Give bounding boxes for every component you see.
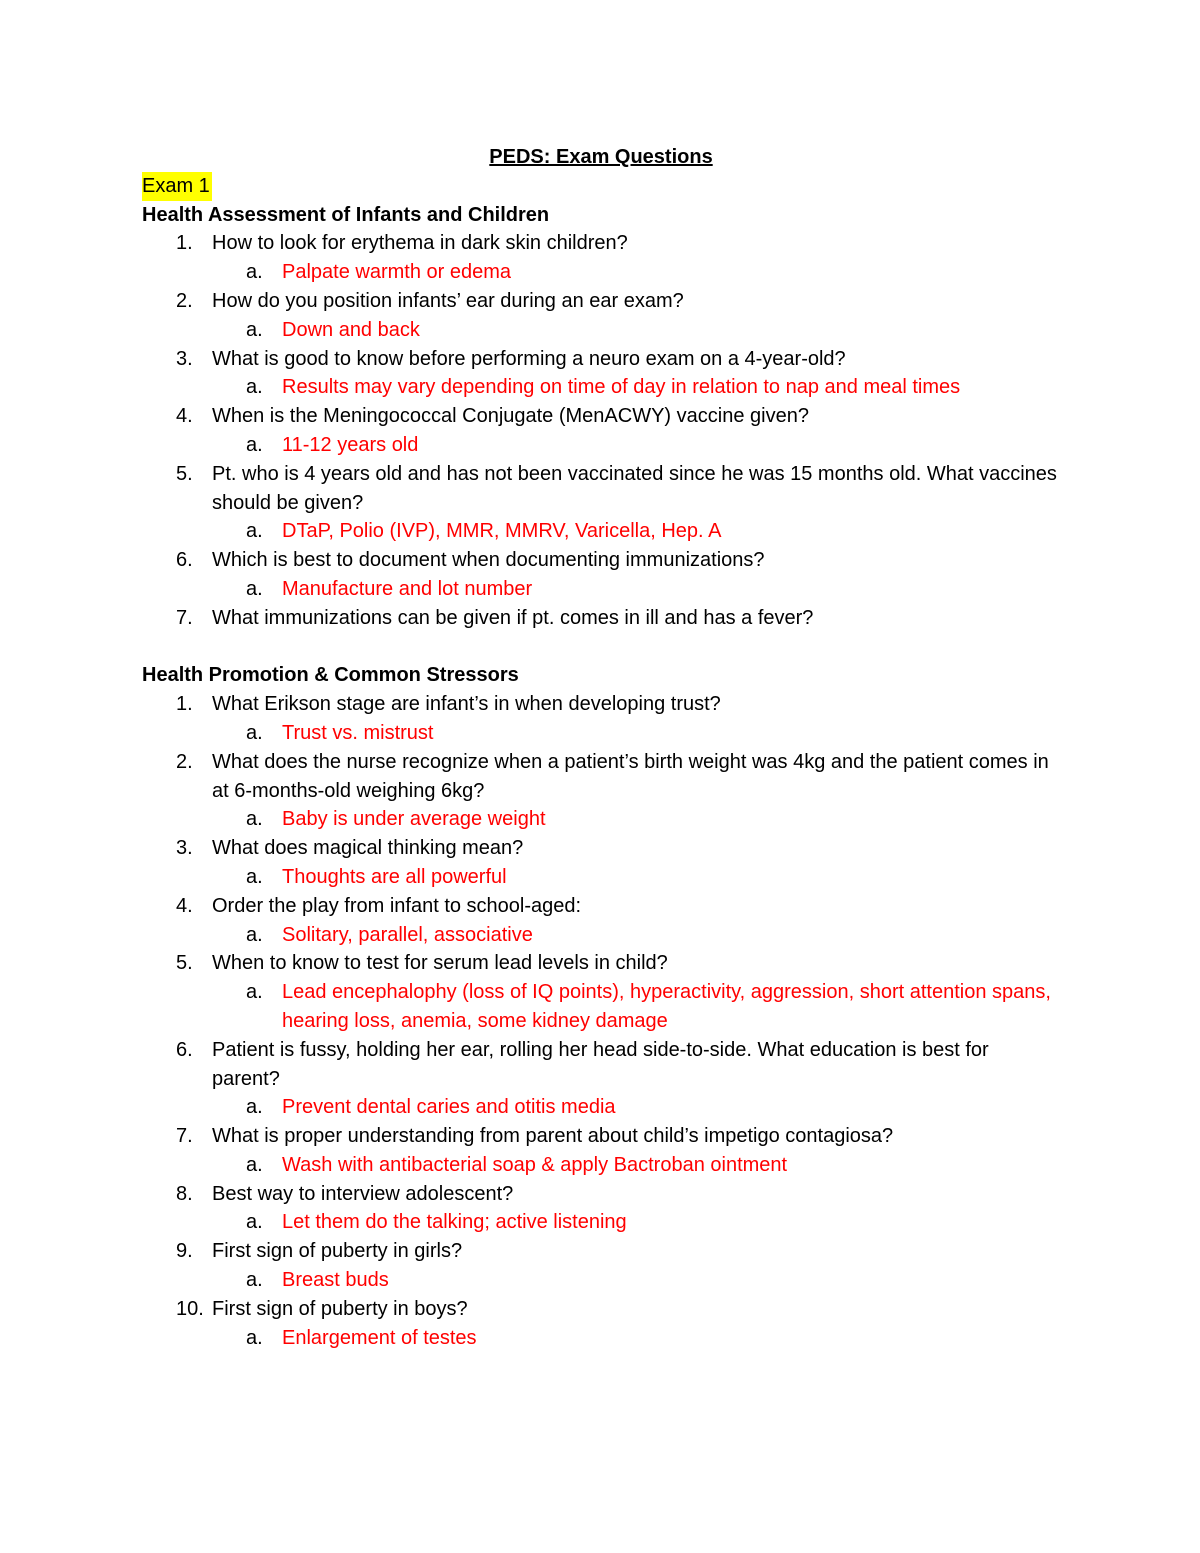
- answer-marker: a.: [246, 721, 263, 744]
- answer-text: DTaP, Polio (IVP), MMR, MMRV, Varicella, Hep. A: [282, 520, 722, 543]
- answer-item: [142, 1093, 1060, 1122]
- answer-text: Wash with antibacterial soap & apply Bactroban ointment: [282, 1153, 788, 1176]
- question-number: 6.: [176, 549, 193, 572]
- answer-marker: a.: [246, 1211, 263, 1234]
- answer-marker: a.: [246, 261, 263, 284]
- question-item: [142, 1237, 1060, 1295]
- question-text: Best way to interview adolescent?: [212, 1182, 514, 1205]
- answer-marker: a.: [246, 981, 263, 1004]
- question-number: 2.: [176, 750, 193, 773]
- answer-item: [142, 921, 1060, 950]
- answer-item: [142, 805, 1060, 834]
- question-item: [142, 748, 1060, 834]
- answer-item: [142, 373, 1060, 402]
- answer-item: [142, 863, 1060, 892]
- question-item: [142, 1122, 1060, 1180]
- question-list: [142, 690, 1060, 1352]
- question-text: First sign of puberty in boys?: [212, 1297, 468, 1320]
- answer-text: Breast buds: [282, 1269, 389, 1292]
- page-title: PEDS: Exam Questions: [489, 146, 713, 168]
- answer-item: [142, 1208, 1060, 1237]
- answer-item: [142, 517, 1060, 546]
- question-text: What does magical thinking mean?: [212, 837, 524, 860]
- question-number: 8.: [176, 1182, 193, 1205]
- answer-marker: a.: [246, 577, 263, 600]
- answer-marker: a.: [246, 808, 263, 831]
- section-spacer: [142, 633, 1060, 662]
- question-item: [142, 604, 1060, 633]
- question-text: What is proper understanding from parent about child’s impetigo contagiosa?: [212, 1125, 894, 1148]
- question-number: 4.: [176, 894, 193, 917]
- question-text: Order the play from infant to school-aged:: [212, 894, 582, 917]
- question-text: When is the Meningococcal Conjugate (MenACWY) vaccine given?: [212, 405, 809, 428]
- question-item: [142, 345, 1060, 403]
- answer-item: [142, 1151, 1060, 1180]
- section: [142, 201, 1060, 633]
- exam-heading-row: [142, 172, 1060, 201]
- question-number: 3.: [176, 347, 193, 370]
- question-item: [142, 690, 1060, 748]
- question-number: 9.: [176, 1240, 193, 1263]
- section-title: Health Promotion & Common Stressors: [142, 664, 519, 687]
- answer-marker: a.: [246, 1153, 263, 1176]
- answer-text: Manufacture and lot number: [282, 577, 533, 600]
- answer-item: [142, 575, 1060, 604]
- answer-marker: a.: [246, 520, 263, 543]
- answer-item: [142, 431, 1060, 460]
- question-item: [142, 402, 1060, 460]
- section: [142, 661, 1060, 1352]
- question-number: 7.: [176, 606, 193, 629]
- question-item: [142, 287, 1060, 345]
- section-title: Health Assessment of Infants and Children: [142, 203, 550, 226]
- answer-item: [142, 316, 1060, 345]
- question-text: Pt. who is 4 years old and has not been vaccinated since he was 15 months old. What vaccines should be given?: [212, 462, 1057, 514]
- question-text: What is good to know before performing a neuro exam on a 4-year-old?: [212, 347, 846, 370]
- question-text: What immunizations can be given if pt. comes in ill and has a fever?: [212, 606, 814, 629]
- answer-marker: a.: [246, 1269, 263, 1292]
- answer-text: Down and back: [282, 318, 420, 341]
- answer-text: Thoughts are all powerful: [282, 865, 507, 888]
- answer-text: Prevent dental caries and otitis media: [282, 1096, 616, 1119]
- question-number: 5.: [176, 952, 193, 975]
- question-item: [142, 229, 1060, 287]
- question-number: 6.: [176, 1038, 193, 1061]
- answer-item: [142, 258, 1060, 287]
- answer-text: 11-12 years old: [282, 433, 419, 456]
- answer-marker: a.: [246, 433, 263, 456]
- answer-text: Palpate warmth or edema: [282, 261, 512, 284]
- question-item: [142, 1295, 1060, 1353]
- question-text: What Erikson stage are infant’s in when developing trust?: [212, 693, 721, 716]
- question-text: Patient is fussy, holding her ear, rolling her head side-to-side. What education is best for parent?: [212, 1038, 989, 1090]
- question-number: 4.: [176, 405, 193, 428]
- question-number: 10.: [176, 1297, 204, 1320]
- answer-marker: a.: [246, 318, 263, 341]
- question-item: [142, 949, 1060, 1035]
- question-item: [142, 1180, 1060, 1238]
- answer-text: Lead encephalophy (loss of IQ points), hyperactivity, aggression, short attention spans, hearing loss, anemia, some kidney damage: [282, 981, 1051, 1032]
- answer-item: [142, 719, 1060, 748]
- question-item: [142, 834, 1060, 892]
- question-text: How to look for erythema in dark skin children?: [212, 232, 628, 255]
- question-item: [142, 892, 1060, 950]
- question-number: 1.: [176, 693, 193, 716]
- question-list: [142, 229, 1060, 632]
- answer-text: Solitary, parallel, associative: [282, 923, 533, 946]
- answer-text: Results may vary depending on time of day in relation to nap and meal times: [282, 376, 961, 399]
- question-number: 1.: [176, 232, 193, 255]
- answer-text: Trust vs. mistrust: [282, 721, 434, 744]
- question-item: [142, 460, 1060, 546]
- answer-text: Enlargement of testes: [282, 1326, 477, 1349]
- answer-marker: a.: [246, 376, 263, 399]
- question-text: How do you position infants’ ear during an ear exam?: [212, 289, 684, 312]
- answer-marker: a.: [246, 865, 263, 888]
- question-text: What does the nurse recognize when a patient’s birth weight was 4kg and the patient comes in at 6-months-old weighing 6kg?: [212, 750, 1049, 802]
- question-number: 5.: [176, 462, 193, 485]
- question-number: 3.: [176, 837, 193, 860]
- sections-container: [142, 201, 1060, 1353]
- answer-text: Let them do the talking; active listening: [282, 1211, 627, 1234]
- answer-marker: a.: [246, 923, 263, 946]
- answer-marker: a.: [246, 1326, 263, 1349]
- question-item: [142, 1036, 1060, 1122]
- question-text: First sign of puberty in girls?: [212, 1240, 463, 1263]
- answer-item: [142, 1266, 1060, 1295]
- exam-label: Exam 1: [142, 172, 212, 201]
- question-text: Which is best to document when documenting immunizations?: [212, 549, 765, 572]
- question-number: 2.: [176, 289, 193, 312]
- answer-item: [142, 1324, 1060, 1353]
- question-number: 7.: [176, 1125, 193, 1148]
- answer-item: [142, 978, 1060, 1036]
- question-text: When to know to test for serum lead levels in child?: [212, 952, 668, 975]
- answer-text: Baby is under average weight: [282, 808, 546, 831]
- answer-marker: a.: [246, 1096, 263, 1119]
- question-item: [142, 546, 1060, 604]
